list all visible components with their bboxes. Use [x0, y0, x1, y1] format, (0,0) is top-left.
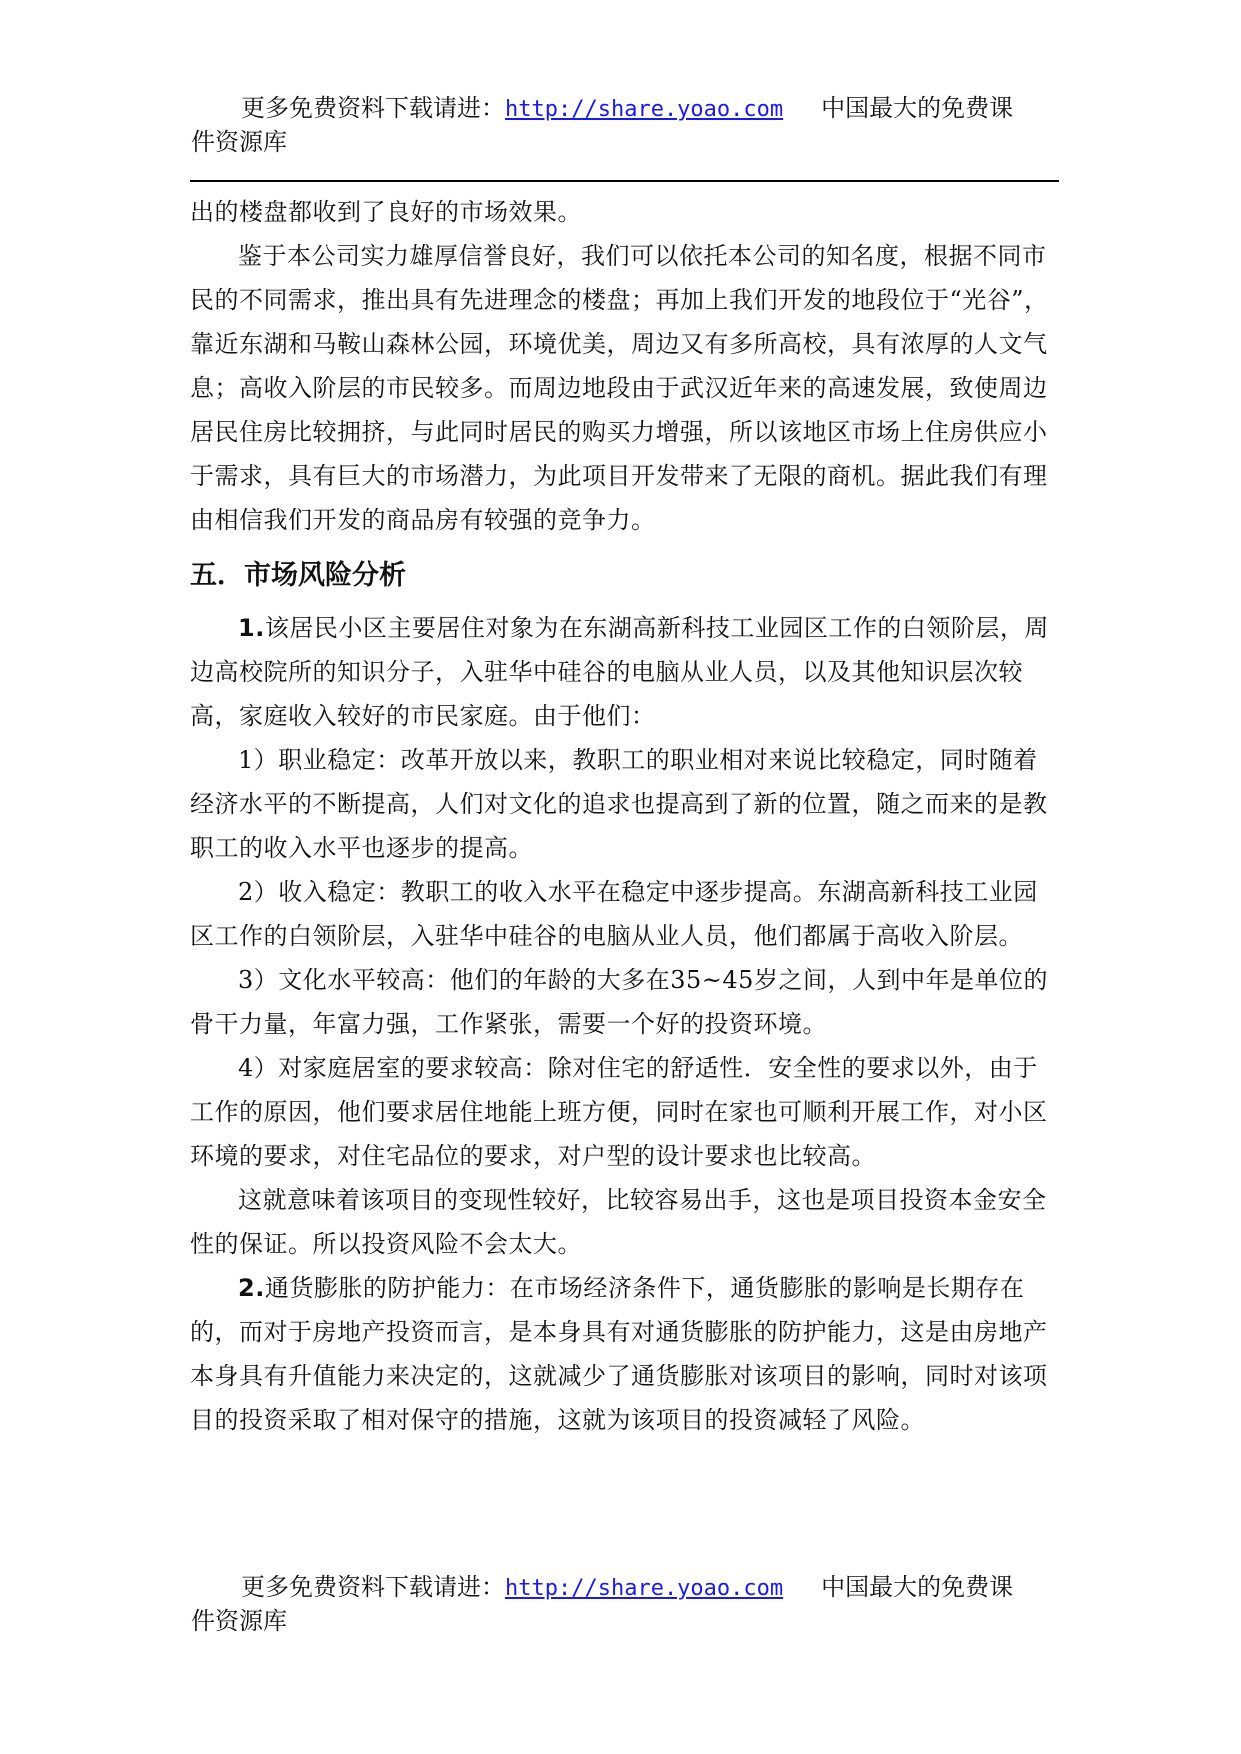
- point-2-text: 在市场经济条件下，通货膨胀的影响是长期存在的，而对于房地产投资而言，是本身具有对通货膨胀的防护能力，这是由房地产本身具有升值能力来决定的，这就减少了通货膨胀对该项目的影响，同时对该项目的投资采取了相对保守的措施，这就为该项目的投资减轻了风险。: [190, 1274, 1048, 1434]
- footer-line-1: [191, 1571, 1051, 1605]
- paragraph-point-1: [190, 606, 1056, 738]
- header-divider: [190, 180, 1059, 182]
- paragraph-sub-1: 1）职业稳定：改革开放以来，教职工的职业相对来说比较稳定，同时随着经济水平的不断提高，人们对文化的追求也提高到了新的位置，随之而来的是教职工的收入水平也逐步的提高。: [190, 746, 1048, 862]
- point-2-number: 2.: [238, 1274, 265, 1302]
- paragraph-sub-3: 3）文化水平较高：他们的年龄的大多在35~45岁之间，人到中年是单位的骨干力量，年富力强，工作紧张，需要一个好的投资环境。: [190, 966, 1048, 1038]
- page-header: [191, 92, 1051, 158]
- paragraph-conclusion: 这就意味着该项目的变现性较好，比较容易出手，这也是项目投资本金安全性的保证。所以投资风险不会太大。: [190, 1186, 1047, 1258]
- header-suffix: 中国最大的免费课: [821, 94, 1014, 122]
- footer-prefix: 更多免费资料下载请进：: [241, 1573, 505, 1601]
- header-link[interactable]: http://share.yoao.com: [505, 97, 784, 122]
- page-footer: [191, 1571, 1051, 1637]
- paragraph-point-2: [190, 1266, 1056, 1442]
- paragraph-company-advantage: 鉴于本公司实力雄厚信誉良好，我们可以依托本公司的知名度，根据不同市民的不同需求，推出具有先进理念的楼盘；再加上我们开发的地段位于“光谷”，靠近东湖和马鞍山森林公园，环境优美，周边又有多所高校，具有浓厚的人文气息；高收入阶层的市民较多。而周边地段由于武汉近年来的高速发展，致使周边居民住房比较拥挤，与此同时居民的购买力增强，所以该地区市场上住房供应小于需求，具有巨大的市场潜力，为此项目开发带来了无限的商机。据此我们有理由相信我们开发的商品房有较强的竞争力。: [190, 242, 1049, 534]
- header-prefix: 更多免费资料下载请进：: [241, 94, 505, 122]
- document-body: [190, 190, 1056, 1442]
- footer-link[interactable]: http://share.yoao.com: [505, 1576, 784, 1601]
- paragraph-sub-2: 2）收入稳定：教职工的收入水平在稳定中逐步提高。东湖高新科技工业园区工作的白领阶层，入驻华中硅谷的电脑从业人员，他们都属于高收入阶层。: [190, 878, 1038, 950]
- footer-suffix: 中国最大的免费课: [821, 1573, 1014, 1601]
- header-line-1: [191, 92, 1051, 126]
- header-line-2: 件资源库: [191, 128, 287, 156]
- point-2-lead: 通货膨胀的防护能力：: [264, 1274, 510, 1302]
- paragraph-sub-4: 4）对家庭居室的要求较高：除对住宅的舒适性．安全性的要求以外，由于工作的原因，他们要求居住地能上班方便，同时在家也可顺利开展工作，对小区环境的要求，对住宅品位的要求，对户型的设计要求也比较高。: [190, 1054, 1048, 1170]
- section-heading-market-risk: 五．市场风险分析: [190, 560, 406, 591]
- paragraph-continued: 出的楼盘都收到了良好的市场效果。: [190, 198, 582, 226]
- point-1-number: 1.: [238, 614, 265, 642]
- footer-line-2: 件资源库: [191, 1607, 287, 1635]
- point-1-text: 该居民小区主要居住对象为在东湖高新科技工业园区工作的白领阶层，周边高校院所的知识分子，入驻华中硅谷的电脑从业人员，以及其他知识层次较高，家庭收入较好的市民家庭。由于他们：: [190, 614, 1049, 730]
